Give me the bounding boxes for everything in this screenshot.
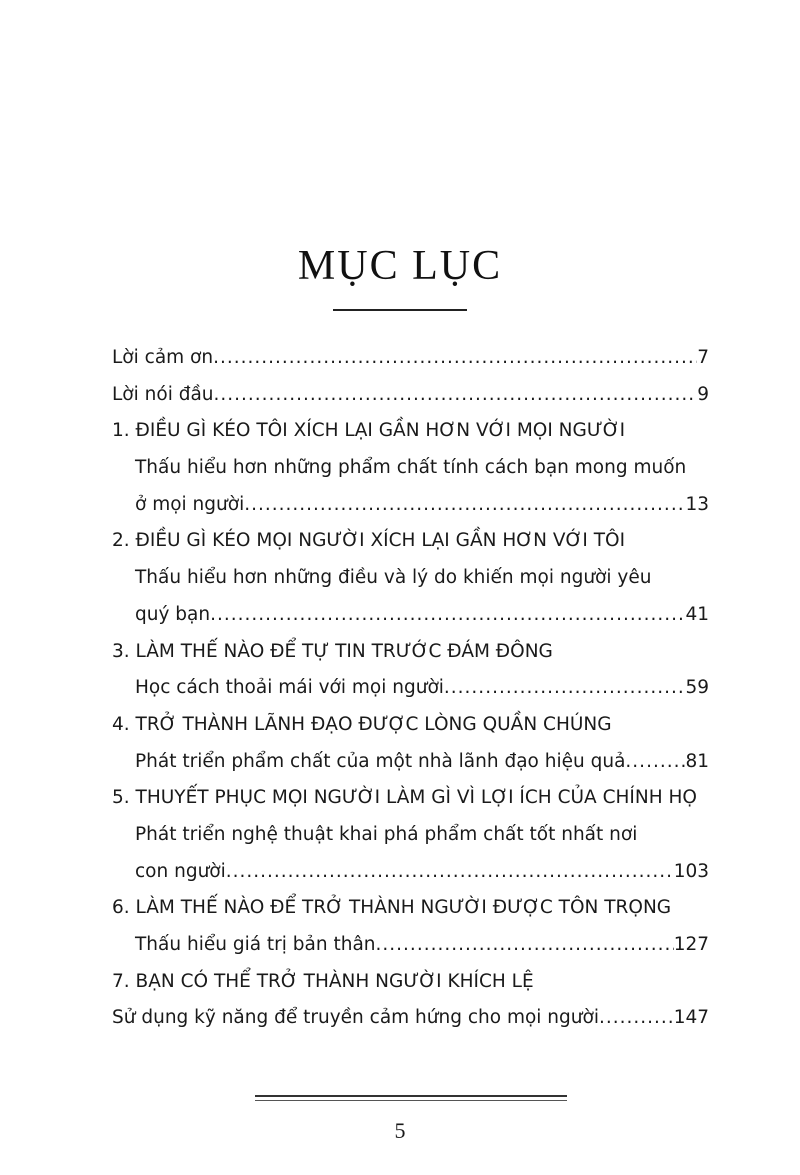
title-divider: [333, 309, 467, 311]
toc-entry-page: 81: [685, 750, 709, 772]
toc-entry-title: Phát triển nghệ thuật khai phá phẩm chất tốt nhất nơi: [135, 823, 638, 845]
toc-entry-title: ở mọi người: [135, 493, 245, 515]
toc-entry-page: 147: [673, 1007, 709, 1029]
toc-entry-title: Lời nói đầu: [112, 383, 214, 405]
page-number: 5: [394, 1118, 406, 1143]
chapter-title: 2. ĐIỀU GÌ KÉO MỌI NGƯỜI XÍCH LẠI GẦN HƠN VỚI TÔI: [112, 530, 626, 552]
toc-entry-title: Phát triển phẩm chất của một nhà lãnh đạo hiệu quả: [135, 750, 626, 772]
dot-leader: [244, 487, 685, 524]
dot-leader: [444, 670, 686, 707]
toc-entry-page: 59: [685, 677, 709, 699]
toc-entry: [112, 450, 709, 487]
toc-entry: [112, 1000, 709, 1037]
toc-entry: [112, 817, 709, 854]
table-of-contents: [112, 340, 709, 1037]
dot-leader: [625, 744, 685, 781]
toc-entry: [112, 854, 709, 891]
toc-entry: [112, 927, 709, 964]
chapter-heading: [112, 890, 709, 927]
toc-entry-page: 9: [697, 383, 709, 405]
chapter-heading: [112, 964, 709, 1001]
dot-leader: [213, 340, 697, 377]
toc-entry-title: Thấu hiểu hơn những phẩm chất tính cách bạn mong muốn: [135, 457, 687, 479]
dot-leader: [210, 597, 685, 634]
toc-entry: [112, 340, 709, 377]
chapter-title: 7. BẠN CÓ THỂ TRỞ THÀNH NGƯỜI KHÍCH LỆ: [112, 970, 534, 992]
dot-leader: [226, 854, 674, 891]
toc-entry: [112, 670, 709, 707]
toc-entry-page: 13: [685, 493, 709, 515]
toc-entry-page: 127: [673, 934, 709, 955]
toc-entry-title: quý bạn: [135, 603, 211, 625]
toc-entry-title: con người: [135, 860, 226, 882]
toc-entry-page: 103: [673, 860, 709, 882]
chapter-heading: [112, 413, 709, 450]
toc-entry-title: Sử dụng kỹ năng để truyền cảm hứng cho mọi người: [112, 1007, 599, 1029]
page-title: MỤC LỤC: [297, 243, 503, 289]
toc-entry: [112, 744, 709, 781]
toc-entry: [112, 377, 709, 414]
dot-leader: [599, 1000, 674, 1037]
chapter-title: 3. LÀM THẾ NÀO ĐỂ TỰ TIN TRƯỚC ĐÁM ĐÔNG: [112, 640, 553, 662]
toc-entry-title: Lời cảm ơn: [112, 347, 214, 368]
chapter-title: 6. LÀM THẾ NÀO ĐỂ TRỞ THÀNH NGƯỜI ĐƯỢC TÔN TRỌNG: [112, 897, 672, 919]
toc-entry-title: Học cách thoải mái với mọi người: [135, 677, 444, 699]
chapter-title: 1. ĐIỀU GÌ KÉO TÔI XÍCH LẠI GẦN HƠN VỚI MỌI NGƯỜI: [112, 420, 626, 442]
dot-leader: [214, 377, 698, 414]
toc-entry-title: Thấu hiểu hơn những điều và lý do khiến mọi người yêu: [135, 567, 652, 589]
chapter-heading: [112, 634, 709, 671]
toc-entry-title: Thấu hiểu giá trị bản thân: [135, 934, 376, 955]
toc-entry: [112, 597, 709, 634]
footer-divider: [255, 1095, 567, 1097]
footer-divider: [255, 1100, 567, 1101]
toc-entry: [112, 560, 709, 597]
toc-entry-page: 41: [685, 603, 709, 625]
dot-leader: [376, 927, 674, 964]
toc-entry-page: 7: [697, 347, 709, 368]
chapter-heading: [112, 780, 709, 817]
chapter-heading: [112, 707, 709, 744]
chapter-heading: [112, 523, 709, 560]
chapter-title: 4. TRỞ THÀNH LÃNH ĐẠO ĐƯỢC LÒNG QUẦN CHÚNG: [112, 713, 612, 735]
toc-entry: [112, 487, 709, 524]
chapter-title: 5. THUYẾT PHỤC MỌI NGƯỜI LÀM GÌ VÌ LỢI ÍCH CỦA CHÍNH HỌ: [112, 787, 697, 809]
